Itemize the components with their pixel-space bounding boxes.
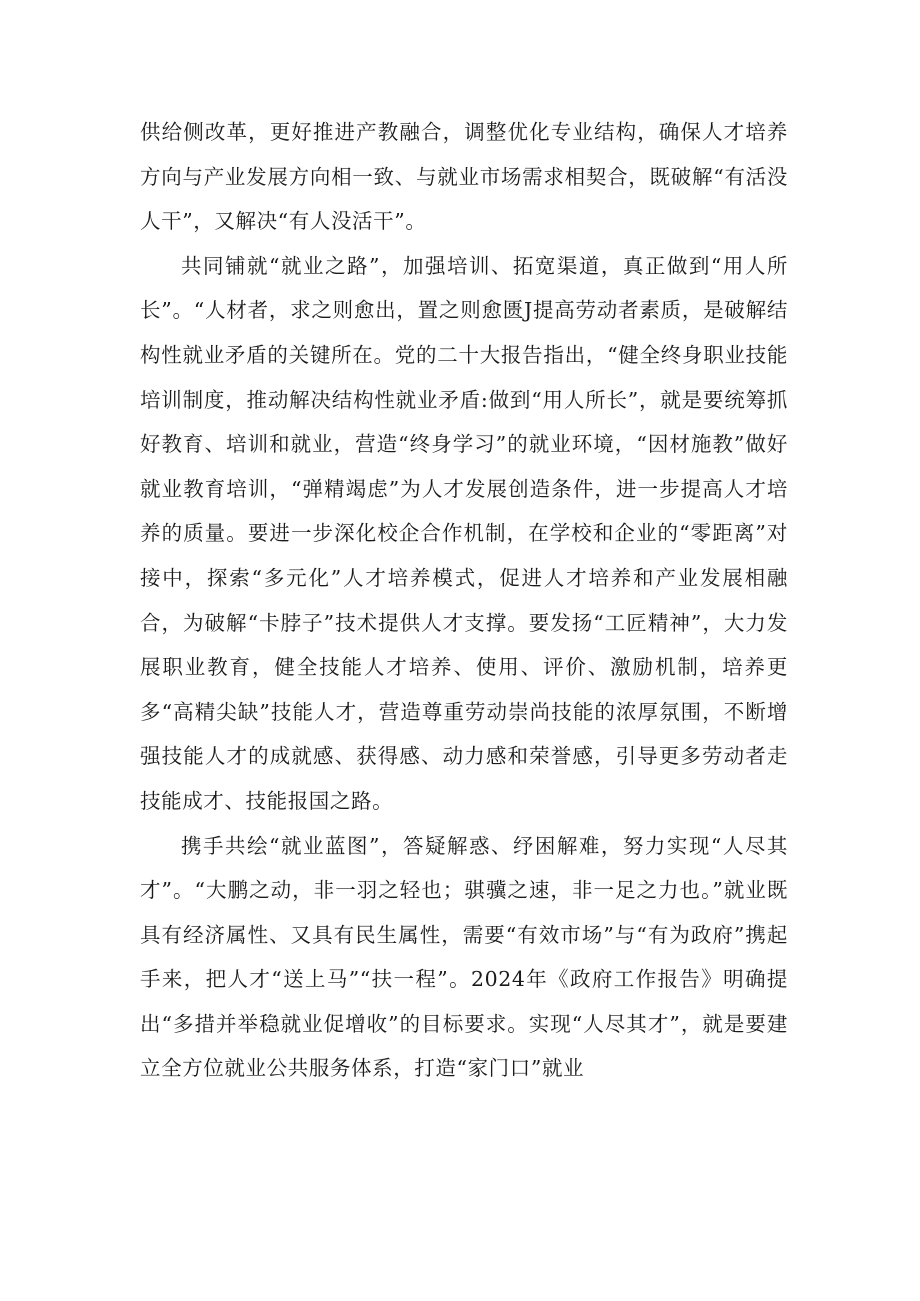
document-body <box>140 110 788 1091</box>
paragraph-continuation: 供给侧改革，更好推进产教融合，调整优化专业结构，确保人才培养方向与产业发展方向相一致、与就业市场需求相契合，既破解“有活没人干”，又解决“有人没活干”。 <box>140 120 788 234</box>
paragraph-employment-road: 共同铺就“就业之路”，加强培训、拓宽渠道，真正做到“用人所长”。“人材者，求之则愈出，置之则愈匮J提高劳动者素质，是破解结构性就业矛盾的关键所在。党的二十大报告指出，“健全终身职业技能培训制度，推动解决结构性就业矛盾:做到“用人所长”，就是要统筹抓好教育、培训和就业，营造“终身学习”的就业环境，“因材施教”做好就业教育培训，“弹精竭虑”为人才发展创造条件，进一步提高人才培养的质量。要进一步深化校企合作机制，在学校和企业的“零距离”对接中，探索“多元化”人才培养模式，促进人才培养和产业发展相融合，为破解“卡脖子”技术提供人才支撑。要发扬“工匠精神”，大力发展职业教育，健全技能人才培养、使用、评价、激励机制，培养更多“高精尖缺”技能人才，营造尊重劳动崇尚技能的浓厚氛围，不断增强技能人才的成就感、获得感、动力感和荣誉感，引导更多劳动者走技能成才、技能报国之路。 <box>140 253 788 813</box>
paragraph-employment-blueprint: 携手共绘“就业蓝图”，答疑解惑、纾困解难，努力实现“人尽其才”。“大鹏之动，非一羽之轻也；骐骥之速，非一足之力也。”就业既具有经济属性、又具有民生属性，需要“有效市场”与“有为政府”携起手来，把人才“送上马”“扶一程”。2024年《政府工作报告》明确提出“多措并举稳就业促增收”的目标要求。实现“人尽其才”，就是要建立全方位就业公共服务体系，打造“家门口”就业 <box>140 833 788 1081</box>
